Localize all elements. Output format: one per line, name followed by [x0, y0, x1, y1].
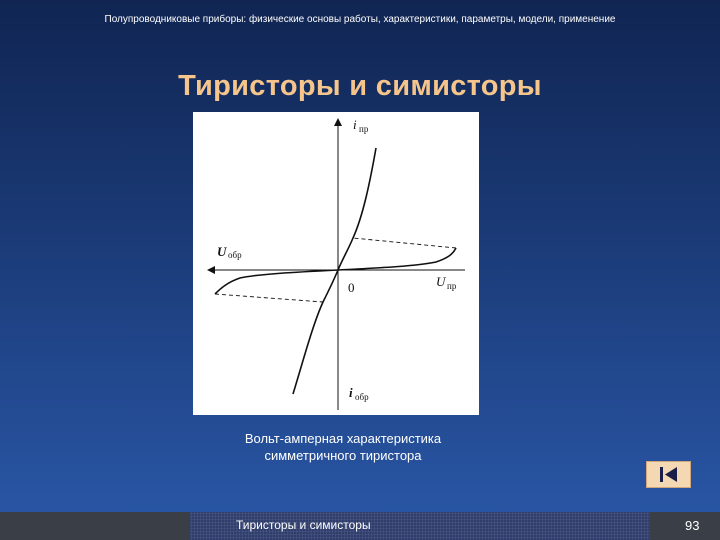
i-pr-subscript: пр: [359, 124, 369, 134]
forward-switching-dashed: [353, 238, 456, 248]
reverse-switching-dashed: [215, 294, 323, 302]
u-pr-subscript: пр: [447, 281, 457, 291]
i-obr-subscript: обр: [355, 392, 369, 402]
iv-characteristic-plot: [193, 112, 479, 415]
u-obr-subscript: обр: [228, 250, 242, 260]
presentation-subtitle: Полупроводниковые приборы: физические основы работы, характеристики, параметры, модели, применение: [104, 14, 616, 25]
slide-title: Тиристоры и симисторы: [178, 70, 542, 102]
back-to-start-button[interactable]: [646, 461, 691, 488]
i-obr-label: i: [349, 385, 353, 400]
u-obr-label: U: [217, 244, 227, 259]
forward-on-state-curve: [338, 148, 376, 270]
origin-label: 0: [348, 280, 355, 295]
figure-caption: [193, 430, 493, 464]
forward-branch-curve: [338, 248, 456, 270]
iv-characteristic-figure: [193, 112, 479, 415]
footer-bar: [0, 512, 720, 540]
caption-line-1: Вольт-амперная характеристика: [244, 431, 442, 446]
footer-title: Тиристоры и симисторы: [236, 518, 371, 532]
reverse-branch-curve: [215, 270, 338, 294]
i-pr-label: i: [353, 117, 357, 132]
reverse-on-state-curve: [293, 270, 338, 394]
skip-back-icon: [658, 466, 680, 483]
caption-line-2: симметричного тиристора: [264, 448, 422, 463]
u-pr-label: U: [436, 274, 446, 289]
page-number: 93: [685, 518, 700, 533]
